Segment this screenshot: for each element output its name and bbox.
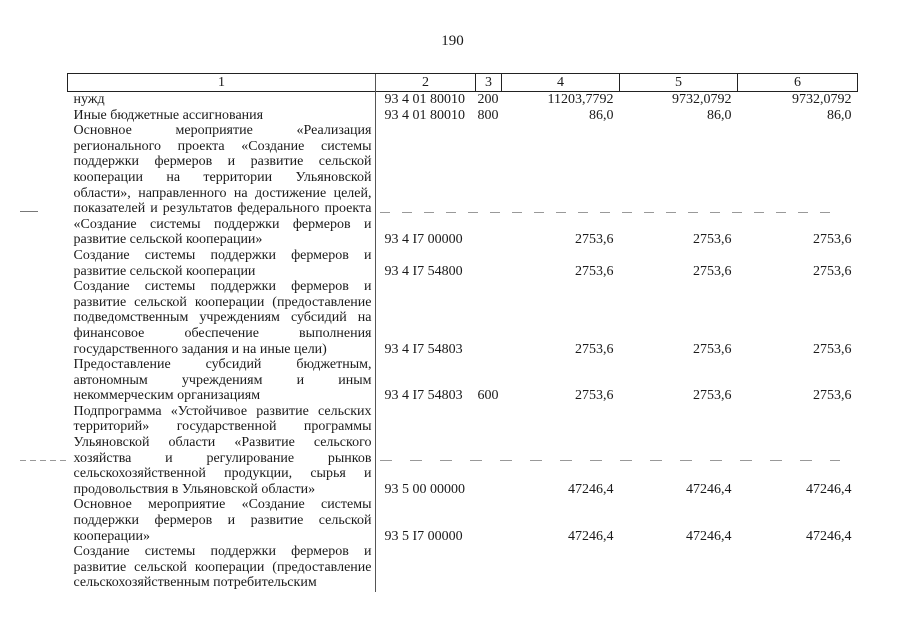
row-code: 93 4 I7 54803 xyxy=(384,341,463,357)
row-name: Иные бюджетные ассигнования xyxy=(73,107,264,123)
row-value-5: 47246,4 xyxy=(686,528,732,544)
row-name: Основное мероприятие «Реализация регионального проекта «Создание системы поддержки фермеров и развитие сельской кооперации на территории Ульяновской области», направленного на достижение целей, показателей и результатов федерального проекта «Создание системы поддержки фермеров и развитие сельской кооперации» xyxy=(73,123,372,248)
row-value-4: 47246,4 xyxy=(568,481,614,497)
table-row xyxy=(68,404,858,498)
header-col-4: 4 xyxy=(502,74,620,92)
row-name: Предоставление субсидий бюджетным, автономным учреждениям и иным некоммерческим организациям xyxy=(73,357,372,404)
row-code xyxy=(376,544,476,591)
row-name: Подпрограмма «Устойчивое развитие сельских территорий» государственной программы Ульяновской области «Развитие сельского хозяйства и регулирование рынков сельскохозяйственной продукции, сырья и продовольствия в Ульяновской области» xyxy=(73,403,372,497)
row-value-5: 47246,4 xyxy=(686,481,732,497)
table-row xyxy=(68,544,858,591)
header-col-2: 2 xyxy=(376,74,476,92)
row-vr xyxy=(476,544,502,591)
row-value-4: 11203,7792 xyxy=(547,92,614,107)
row-value-5 xyxy=(620,544,738,591)
row-vr xyxy=(476,497,502,544)
row-vr: 600 xyxy=(477,388,499,404)
row-value-6: 2753,6 xyxy=(813,263,852,279)
row-name: Создание системы поддержки фермеров и развитие сельской кооперации (предоставление сельскохозяйственным потребительским xyxy=(73,544,372,591)
table-row xyxy=(68,279,858,357)
row-value-4: 2753,6 xyxy=(575,341,614,357)
row-vr: 800 xyxy=(477,107,499,123)
row-code: 93 4 01 80010 xyxy=(384,92,465,107)
row-value-6: 2753,6 xyxy=(813,341,852,357)
row-vr: 200 xyxy=(477,92,499,107)
scan-artifact-line xyxy=(380,212,840,213)
header-row xyxy=(68,74,858,92)
row-value-5: 2753,6 xyxy=(693,388,732,404)
row-value-4: 47246,4 xyxy=(568,528,614,544)
header-col-3: 3 xyxy=(476,74,502,92)
row-name: Создание системы поддержки фермеров и развитие сельской кооперации (предоставление подведомственным учреждениям субсидий на финансовое обеспечение выполнения государственного задания и на иные цели) xyxy=(73,279,372,357)
header-col-1: 1 xyxy=(68,74,376,92)
row-value-5: 2753,6 xyxy=(693,341,732,357)
row-value-4: 2753,6 xyxy=(575,263,614,279)
scan-artifact-line xyxy=(380,460,840,461)
row-value-5: 2753,6 xyxy=(693,263,732,279)
budget-table xyxy=(67,73,858,591)
table-row xyxy=(68,248,858,279)
scan-artifact-line xyxy=(20,211,38,212)
row-code: 93 4 01 80010 xyxy=(384,107,465,123)
row-vr xyxy=(476,404,502,498)
row-value-5: 9732,0792 xyxy=(672,92,732,107)
page-number: 190 xyxy=(441,33,464,49)
header-col-5: 5 xyxy=(620,74,738,92)
row-vr xyxy=(476,248,502,279)
row-value-4: 86,0 xyxy=(589,107,614,123)
row-value-6: 47246,4 xyxy=(806,481,852,497)
table-row xyxy=(68,108,858,124)
row-value-6: 2753,6 xyxy=(813,388,852,404)
row-name: Основное мероприятие «Создание системы поддержки фермеров и развитие сельской кооперации» xyxy=(73,497,372,544)
row-code: 93 5 00 00000 xyxy=(384,481,465,497)
header-col-6: 6 xyxy=(738,74,858,92)
row-code: 93 5 I7 00000 xyxy=(384,528,463,544)
row-value-6: 9732,0792 xyxy=(792,92,852,107)
row-vr xyxy=(476,279,502,357)
table-row xyxy=(68,123,858,248)
column-separator-1 xyxy=(375,74,376,592)
table-row xyxy=(68,357,858,404)
scan-artifact-line xyxy=(20,460,70,461)
row-name: Создание системы поддержки фермеров и развитие сельской кооперации xyxy=(73,247,372,279)
row-code: 93 4 I7 00000 xyxy=(384,232,463,248)
table-row xyxy=(68,497,858,544)
row-value-5: 2753,6 xyxy=(693,232,732,248)
row-vr xyxy=(476,123,502,248)
row-value-4 xyxy=(502,544,620,591)
row-value-4: 2753,6 xyxy=(575,232,614,248)
row-value-6: 2753,6 xyxy=(813,232,852,248)
row-value-5: 86,0 xyxy=(707,107,732,123)
row-code: 93 4 I7 54800 xyxy=(384,263,463,279)
table-row xyxy=(68,92,858,108)
row-code: 93 4 I7 54803 xyxy=(384,388,463,404)
row-value-4: 2753,6 xyxy=(575,388,614,404)
row-value-6: 86,0 xyxy=(827,107,852,123)
row-value-6 xyxy=(738,544,858,591)
row-value-6: 47246,4 xyxy=(806,528,852,544)
row-name: нужд xyxy=(73,92,105,107)
